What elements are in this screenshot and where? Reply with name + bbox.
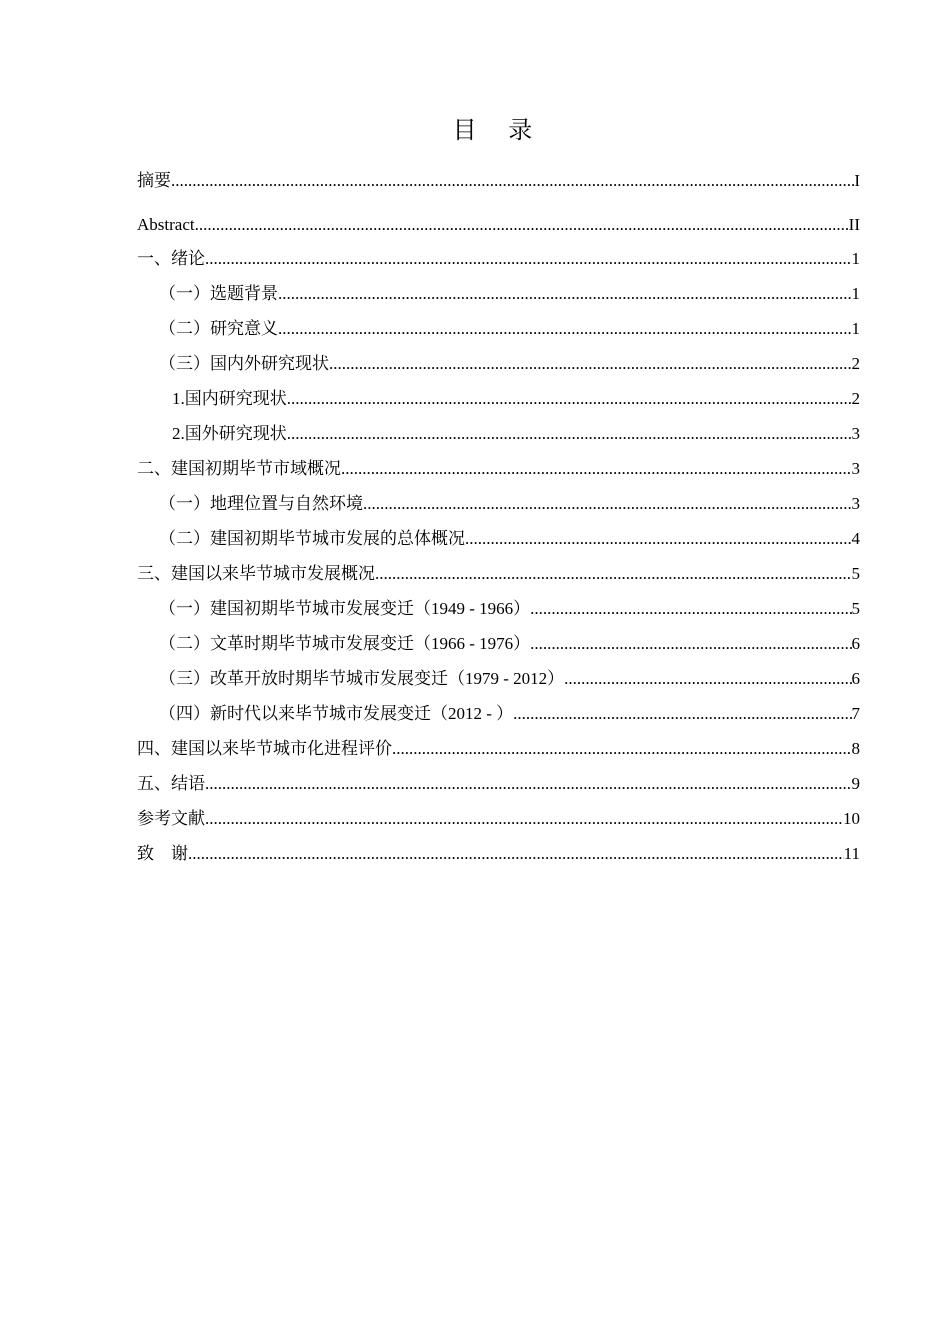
dot-leader bbox=[205, 246, 852, 272]
toc-entry-page: I bbox=[854, 171, 860, 190]
toc-entry-page: 2 bbox=[851, 354, 860, 373]
toc-entry-abstract-cn[interactable] bbox=[137, 168, 860, 194]
dot-leader bbox=[530, 596, 851, 622]
toc-entry-page: 3 bbox=[851, 424, 860, 443]
toc-entry-period-2012[interactable] bbox=[159, 701, 860, 727]
dot-leader bbox=[363, 491, 852, 517]
toc-entry-label: 二、建国初期毕节市域概况 bbox=[137, 459, 341, 478]
toc-entry-label: 2.国外研究现状 bbox=[172, 424, 287, 443]
toc-entry-chapter-2[interactable] bbox=[137, 456, 860, 482]
toc-title: 目 录 bbox=[452, 116, 545, 144]
toc-entry-label: 1.国内研究现状 bbox=[172, 389, 287, 408]
dot-leader bbox=[341, 456, 852, 482]
toc-entry-label: 三、建国以来毕节城市发展概况 bbox=[137, 564, 375, 583]
toc-entry-abstract-en[interactable] bbox=[137, 212, 860, 238]
toc-entry-label: 摘要 bbox=[137, 171, 171, 190]
toc-entry-page: 3 bbox=[851, 459, 860, 478]
toc-entry-page: 1 bbox=[851, 319, 860, 338]
dot-leader bbox=[278, 316, 852, 342]
toc-entry-label: （三）国内外研究现状 bbox=[159, 354, 329, 373]
dot-leader bbox=[205, 806, 843, 832]
toc-entry-page: 5 bbox=[851, 564, 860, 583]
toc-entry-period-1979[interactable] bbox=[159, 666, 860, 692]
toc-entry-page: 10 bbox=[843, 809, 860, 828]
toc-entry-label: （二）研究意义 bbox=[159, 319, 278, 338]
toc-entry-conclusion[interactable] bbox=[137, 771, 860, 797]
toc-entry-page: 6 bbox=[851, 634, 860, 653]
toc-entry-label: （四）新时代以来毕节城市发展变迁（2012 - ） bbox=[159, 704, 514, 723]
dot-leader bbox=[188, 841, 844, 867]
toc-entry-label: （三）改革开放时期毕节城市发展变迁（1979 - 2012） bbox=[159, 669, 565, 688]
toc-entry-label: （一）地理位置与自然环境 bbox=[159, 494, 363, 513]
toc-entry-research-status[interactable] bbox=[159, 351, 860, 377]
toc-entry-chapter-4[interactable] bbox=[137, 736, 860, 762]
toc-entry-period-1966[interactable] bbox=[159, 631, 860, 657]
toc-entry-foreign-research[interactable] bbox=[172, 421, 860, 447]
toc-entry-period-1949[interactable] bbox=[159, 596, 860, 622]
dot-leader bbox=[287, 421, 852, 447]
toc-entry-label: （二）文革时期毕节城市发展变迁（1966 - 1976） bbox=[159, 634, 531, 653]
toc-entry-label: Abstract bbox=[137, 215, 195, 234]
dot-leader bbox=[329, 351, 852, 377]
dot-leader bbox=[564, 666, 851, 692]
dot-leader bbox=[392, 736, 852, 762]
toc-entry-label: （一）选题背景 bbox=[159, 284, 278, 303]
toc-entry-label: （二）建国初期毕节城市发展的总体概况 bbox=[159, 529, 465, 548]
toc-entry-page: 4 bbox=[851, 529, 860, 548]
toc-entry-introduction[interactable] bbox=[137, 246, 860, 272]
toc-entry-geography[interactable] bbox=[159, 491, 860, 517]
toc-entry-significance[interactable] bbox=[159, 316, 860, 342]
toc-entry-references[interactable] bbox=[137, 806, 860, 832]
toc-entry-page: 9 bbox=[851, 774, 860, 793]
toc-entry-page: 5 bbox=[851, 599, 860, 618]
toc-entry-page: 7 bbox=[851, 704, 860, 723]
toc-entry-background[interactable] bbox=[159, 281, 860, 307]
toc-entry-label: 致 谢 bbox=[137, 844, 188, 863]
toc-entry-label: 五、结语 bbox=[137, 774, 205, 793]
dot-leader bbox=[513, 701, 851, 727]
dot-leader bbox=[205, 771, 852, 797]
toc-entry-label: 一、绪论 bbox=[137, 249, 205, 268]
dot-leader bbox=[465, 526, 852, 552]
toc-entry-page: 2 bbox=[851, 389, 860, 408]
toc-entry-page: 11 bbox=[843, 844, 860, 863]
dot-leader bbox=[287, 386, 852, 412]
dot-leader bbox=[530, 631, 851, 657]
toc-entry-label: 参考文献 bbox=[137, 809, 205, 828]
toc-entry-page: 3 bbox=[851, 494, 860, 513]
dot-leader bbox=[375, 561, 852, 587]
toc-entry-label: 四、建国以来毕节城市化进程评价 bbox=[137, 739, 392, 758]
toc-entry-label: （一）建国初期毕节城市发展变迁（1949 - 1966） bbox=[159, 599, 531, 618]
toc-entry-chapter-3[interactable] bbox=[137, 561, 860, 587]
toc-entry-page: 1 bbox=[851, 249, 860, 268]
toc-entry-page: 1 bbox=[851, 284, 860, 303]
toc-entry-page: 6 bbox=[851, 669, 860, 688]
dot-leader bbox=[171, 168, 854, 194]
toc-entry-early-overview[interactable] bbox=[159, 526, 860, 552]
dot-leader bbox=[195, 212, 849, 238]
toc-entry-domestic-research[interactable] bbox=[172, 386, 860, 412]
toc-entry-page: 8 bbox=[851, 739, 860, 758]
toc-entry-page: II bbox=[848, 215, 860, 234]
toc-entry-acknowledgements[interactable] bbox=[137, 841, 860, 867]
dot-leader bbox=[278, 281, 852, 307]
